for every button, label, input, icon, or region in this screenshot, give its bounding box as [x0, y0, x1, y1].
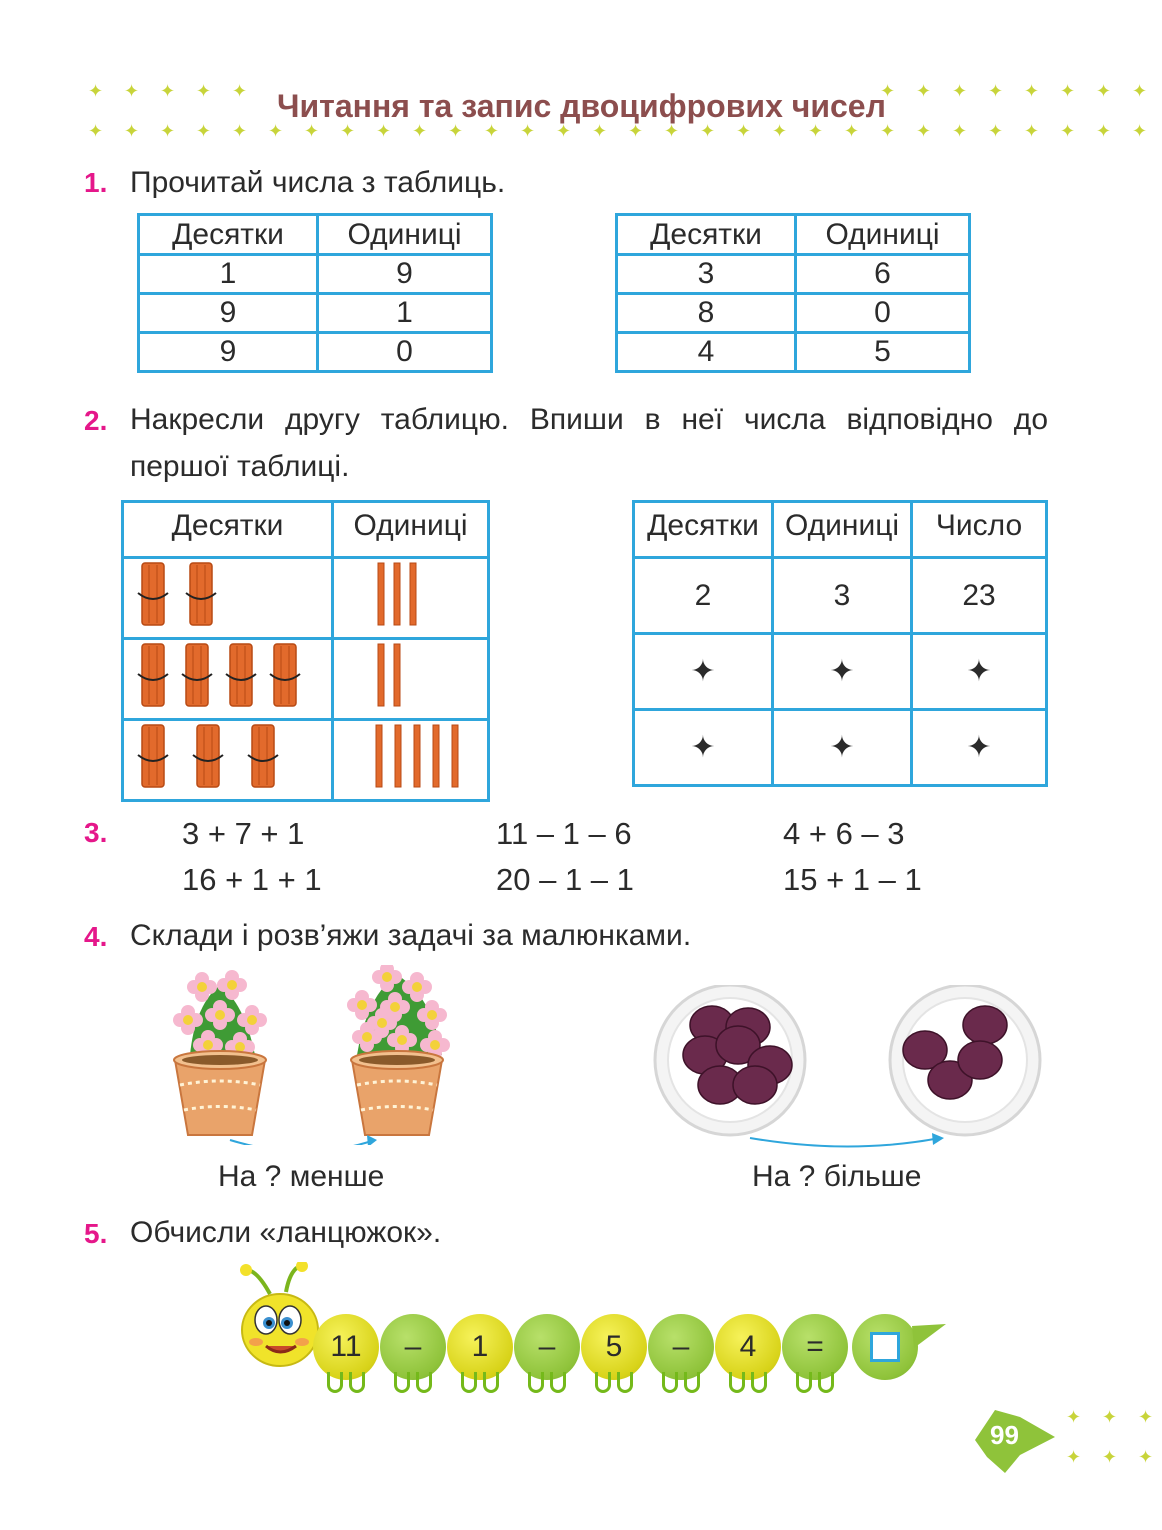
single-stick-icon: [378, 563, 384, 625]
plum-icon: [958, 1041, 1002, 1079]
star-placeholder-icon: ✦: [634, 634, 773, 710]
expression: 4 + 6 – 3: [783, 816, 905, 851]
star-dot-icon: ✦: [1138, 1407, 1154, 1427]
caption-more: На ? більше: [752, 1160, 922, 1193]
star-dot-icon: ✦: [880, 81, 896, 101]
star-dot-icon: ✦: [808, 121, 824, 141]
stick-bundles: [128, 721, 328, 791]
single-stick-icon: [394, 644, 400, 706]
star-dot-icon: ✦: [988, 121, 1004, 141]
task-2-sticks-table: [121, 500, 490, 802]
star-placeholder-icon: ✦: [634, 710, 773, 786]
header-cell: Одиниці: [773, 502, 912, 558]
header-cell: Одиниці: [333, 502, 489, 558]
star-dot-icon: ✦: [124, 81, 140, 101]
task-3-number: 3.: [84, 817, 108, 848]
single-stick-icon: [394, 563, 400, 625]
caterpillar-leg-icon: [550, 1372, 566, 1393]
star-dot-icon: ✦: [700, 121, 716, 141]
expression: 11 – 1 – 6: [496, 816, 632, 851]
caterpillar-leg-icon: [461, 1372, 477, 1393]
star-dot-icon: ✦: [88, 81, 104, 101]
chain-segment: –: [514, 1314, 580, 1380]
table-cell: 9: [139, 294, 318, 333]
caption-less: На ? менше: [218, 1160, 385, 1193]
task-5-text: Обчисли «ланцюжок».: [130, 1216, 442, 1249]
star-dot-icon: ✦: [916, 81, 932, 101]
header-cell: Десятки: [123, 502, 333, 558]
caterpillar-leg-icon: [394, 1372, 410, 1393]
header-cell: Десятки: [139, 215, 318, 255]
star-dot-icon: ✦: [844, 121, 860, 141]
expression: 16 + 1 + 1: [182, 862, 322, 897]
chain-segment: –: [380, 1314, 446, 1380]
star-dot-icon: ✦: [1138, 1447, 1154, 1467]
table-cell: 4: [617, 333, 796, 372]
stick-bundle-icon: [193, 725, 223, 787]
star-dot-icon: ✦: [1096, 121, 1112, 141]
table-cell: 9: [139, 333, 318, 372]
star-dot-icon: ✦: [1060, 121, 1076, 141]
star-dot-icon: ✦: [1132, 81, 1148, 101]
table-cell: 3: [773, 558, 912, 634]
star-dot-icon: ✦: [304, 121, 320, 141]
star-dot-icon: ✦: [232, 81, 248, 101]
task-2-text-line2: першої таблиці.: [130, 450, 350, 483]
caterpillar-leg-icon: [796, 1372, 812, 1393]
task-2-answer-table: [632, 500, 1048, 787]
table-cell: 2: [634, 558, 773, 634]
single-sticks: [336, 640, 486, 710]
star-dot-icon: ✦: [736, 121, 752, 141]
star-dot-icon: ✦: [196, 81, 212, 101]
task-2-number: 2.: [84, 405, 108, 436]
table-cell: 8: [617, 294, 796, 333]
star-dot-icon: ✦: [1132, 121, 1148, 141]
chain-segment: 4: [715, 1314, 781, 1380]
chain-segment: =: [782, 1314, 848, 1380]
star-dot-icon: ✦: [664, 121, 680, 141]
table-cell: 0: [796, 294, 970, 333]
expression: 20 – 1 – 1: [496, 862, 634, 897]
star-dot-icon: ✦: [268, 121, 284, 141]
stick-bundles: [128, 640, 328, 710]
star-placeholder-icon: ✦: [773, 634, 912, 710]
star-placeholder-icon: ✦: [912, 634, 1047, 710]
star-dot-icon: ✦: [412, 121, 428, 141]
caterpillar-leg-icon: [327, 1372, 343, 1393]
stick-bundle-icon: [226, 644, 256, 706]
page-number: 99: [990, 1420, 1019, 1450]
chain-segment: 5: [581, 1314, 647, 1380]
expression: 3 + 7 + 1: [182, 816, 305, 851]
caterpillar-leg-icon: [684, 1372, 700, 1393]
task-2-text-line1: Накресли другу таблицю. Впиши в неї числа відповідно до: [130, 403, 1048, 436]
table-cell: 5: [796, 333, 970, 372]
caterpillar-leg-icon: [349, 1372, 365, 1393]
star-dot-icon: ✦: [1102, 1447, 1118, 1467]
answer-box[interactable]: [870, 1332, 900, 1362]
task-1-number: 1.: [84, 167, 108, 198]
star-dot-icon: ✦: [952, 121, 968, 141]
star-dot-icon: ✦: [1060, 81, 1076, 101]
star-dot-icon: ✦: [484, 121, 500, 141]
chain-segment: 11: [313, 1314, 379, 1380]
stick-bundle-icon: [270, 644, 300, 706]
caterpillar-leg-icon: [662, 1372, 678, 1393]
chain-segment: –: [648, 1314, 714, 1380]
caterpillar-leg-icon: [528, 1372, 544, 1393]
table-cell: 6: [796, 255, 970, 294]
caterpillar-leg-icon: [617, 1372, 633, 1393]
star-placeholder-icon: ✦: [912, 710, 1047, 786]
star-dot-icon: ✦: [1096, 81, 1112, 101]
task-1-text: Прочитай числа з таблиць.: [130, 166, 506, 199]
star-dot-icon: ✦: [988, 81, 1004, 101]
table-cell: 9: [318, 255, 492, 294]
single-stick-icon: [376, 725, 382, 787]
task-5-number: 5.: [84, 1218, 108, 1249]
star-dot-icon: ✦: [232, 121, 248, 141]
flower-pots-illustration: [155, 965, 465, 1145]
plum-icon: [963, 1006, 1007, 1044]
caterpillar-head-icon: [228, 1262, 328, 1372]
ones-sticks-cell: [333, 558, 489, 639]
star-dot-icon: ✦: [196, 121, 212, 141]
tens-bundles-cell: [123, 720, 333, 801]
star-dot-icon: ✦: [520, 121, 536, 141]
tens-bundles-cell: [123, 558, 333, 639]
single-sticks: [336, 559, 486, 629]
ones-sticks-cell: [333, 720, 489, 801]
star-dot-icon: ✦: [880, 121, 896, 141]
stick-bundles: [128, 559, 328, 629]
star-dot-icon: ✦: [160, 121, 176, 141]
star-dot-icon: ✦: [1024, 81, 1040, 101]
single-stick-icon: [414, 725, 420, 787]
task-1-table-right: [615, 213, 971, 373]
stick-bundle-icon: [138, 563, 168, 625]
table-cell: 23: [912, 558, 1047, 634]
stick-bundle-icon: [138, 644, 168, 706]
single-sticks: [336, 721, 486, 791]
table-cell: 1: [139, 255, 318, 294]
caterpillar-leg-icon: [483, 1372, 499, 1393]
single-stick-icon: [452, 725, 458, 787]
caterpillar-leg-icon: [595, 1372, 611, 1393]
star-dot-icon: ✦: [592, 121, 608, 141]
page-title: Читання та запис двоцифрових чисел: [277, 88, 886, 124]
star-dot-icon: ✦: [340, 121, 356, 141]
star-dot-icon: ✦: [1066, 1447, 1082, 1467]
caterpillar-tail-icon: [912, 1322, 952, 1352]
task-1-table-left: [137, 213, 493, 373]
expression: 15 + 1 – 1: [783, 862, 922, 897]
caterpillar-leg-icon: [818, 1372, 834, 1393]
star-dot-icon: ✦: [1066, 1407, 1082, 1427]
table-cell: 0: [318, 333, 492, 372]
caterpillar-leg-icon: [416, 1372, 432, 1393]
task-4-text: Склади і розв’яжи задачі за малюнками.: [130, 919, 692, 952]
header-cell: Одиниці: [796, 215, 970, 255]
single-stick-icon: [410, 563, 416, 625]
star-dot-icon: ✦: [1102, 1407, 1118, 1427]
star-dot-icon: ✦: [88, 121, 104, 141]
header-cell: Десятки: [634, 502, 773, 558]
stick-bundle-icon: [186, 563, 216, 625]
chain-segment: 1: [447, 1314, 513, 1380]
header-cell: Десятки: [617, 215, 796, 255]
header-cell: Одиниці: [318, 215, 492, 255]
header-cell: Число: [912, 502, 1047, 558]
table-cell: 1: [318, 294, 492, 333]
answer-segment: [852, 1314, 918, 1380]
caterpillar-leg-icon: [751, 1372, 767, 1393]
star-placeholder-icon: ✦: [773, 710, 912, 786]
star-dot-icon: ✦: [160, 81, 176, 101]
table-cell: 3: [617, 255, 796, 294]
single-stick-icon: [378, 644, 384, 706]
ones-sticks-cell: [333, 639, 489, 720]
star-dot-icon: ✦: [628, 121, 644, 141]
caterpillar-leg-icon: [729, 1372, 745, 1393]
task-4-number: 4.: [84, 921, 108, 952]
stick-bundle-icon: [138, 725, 168, 787]
star-dot-icon: ✦: [772, 121, 788, 141]
star-dot-icon: ✦: [1024, 121, 1040, 141]
single-stick-icon: [433, 725, 439, 787]
star-dot-icon: ✦: [448, 121, 464, 141]
single-stick-icon: [395, 725, 401, 787]
star-dot-icon: ✦: [124, 121, 140, 141]
star-dot-icon: ✦: [556, 121, 572, 141]
stick-bundle-icon: [182, 644, 212, 706]
star-dot-icon: ✦: [376, 121, 392, 141]
stick-bundle-icon: [248, 725, 278, 787]
star-dot-icon: ✦: [952, 81, 968, 101]
tens-bundles-cell: [123, 639, 333, 720]
plates-with-plums-illustration: [650, 985, 1050, 1160]
star-dot-icon: ✦: [916, 121, 932, 141]
plum-icon: [733, 1066, 777, 1104]
